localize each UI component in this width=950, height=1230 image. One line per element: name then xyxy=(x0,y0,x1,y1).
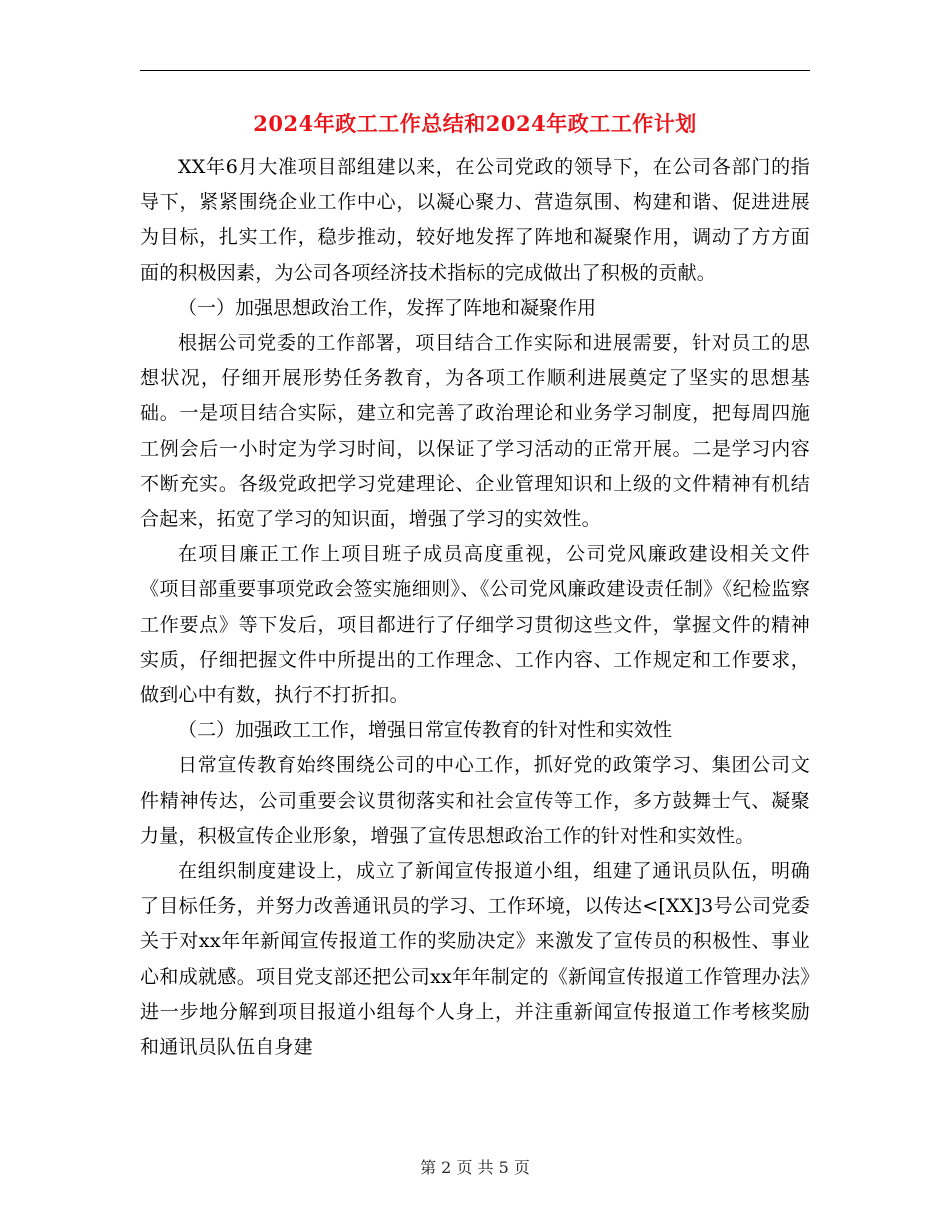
section-heading-2: （二）加强政工工作，增强日常宣传教育的针对性和实效性 xyxy=(178,719,673,742)
paragraph-organization-system: 在组织制度建设上，成立了新闻宣传报道小组，组建了通讯员队伍，明确了目标任务，并努力改善通讯员的学习、工作环境，以传达<[XX]3号公司党委关于对xx年年新闻宣传报道工作的奖励决定》来激发了宣传员的积极性、事业心和成就感。项目党支部还把公司xx年年制定的《新闻宣传报道工作管理办法》进一步地分解到项目报道小组每个人身上，并注重新闻宣传报道工作考核奖励和通讯员队伍自身建 xyxy=(140,860,810,1059)
paragraph-daily-publicity: 日常宣传教育始终围绕公司的中心工作，抓好党的政策学习、集团公司文件精神传达，公司重要会议贯彻落实和社会宣传等工作，多方鼓舞士气、凝聚力量，积极宣传企业形象，增强了宣传思想政治工作的针对性和实效性。 xyxy=(140,754,810,847)
section-heading-1: （一）加强思想政治工作，发挥了阵地和凝聚作用 xyxy=(178,296,597,319)
paragraph-intro: XX年6月大准项目部组建以来，在公司党政的领导下，在公司各部门的指导下，紧紧围绕企业工作中心，以凝心聚力、营造氛围、构建和谐、促进进展为目标，扎实工作，稳步推动，较好地发挥了阵地和凝聚作用，调动了方方面面的积极因素，为公司各项经济技术指标的完成做出了积极的贡献。 xyxy=(140,156,810,284)
paragraph-integrity-work: 在项目廉正工作上项目班子成员高度重视，公司党风廉政建设相关文件《项目部重要事项党政会签实施细则》、《公司党风廉政建设责任制》《纪检监察工作要点》等下发后，项目都进行了仔细学习贯彻这些文件，掌握文件的精神实质，仔细把握文件中所提出的工作理念、工作内容、工作规定和工作要求，做到心中有数，执行不打折扣。 xyxy=(140,543,810,707)
header-rule xyxy=(140,70,810,71)
page-number-footer: 第 2 页 共 5 页 xyxy=(420,1158,530,1177)
paragraph-ideology-work: 根据公司党委的工作部署，项目结合工作实际和进展需要，针对员工的思想状况，仔细开展形势任务教育，为各项工作顺利进展奠定了坚实的思想基础。一是项目结合实际，建立和完善了政治理论和业务学习制度，把每周四施工例会后一小时定为学习时间，以保证了学习活动的正常开展。二是学习内容不断充实。各级党政把学习党建理论、企业管理知识和上级的文件精神有机结合起来，拓宽了学习的知识面，增强了学习的实效性。 xyxy=(140,332,810,531)
document-title: 2024年政工工作总结和2024年政工工作计划 xyxy=(253,111,697,136)
document-body xyxy=(140,150,810,1065)
